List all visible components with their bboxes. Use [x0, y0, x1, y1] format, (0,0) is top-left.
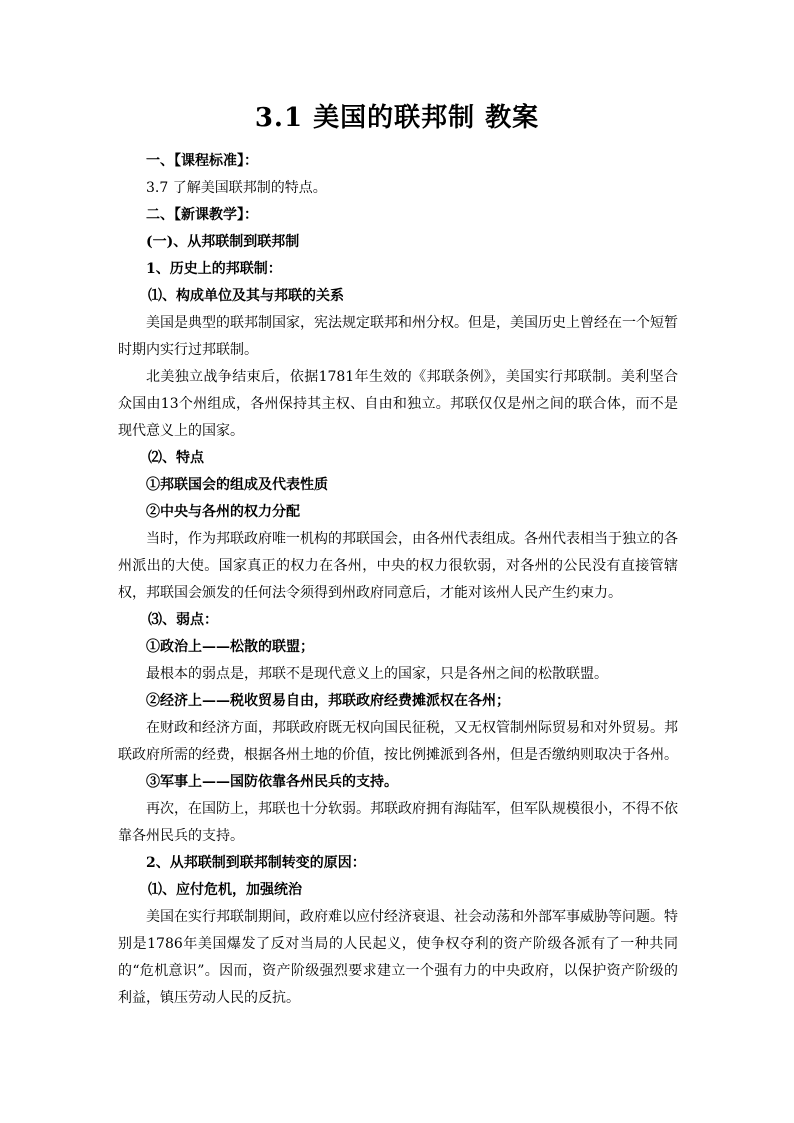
paragraph: 在财政和经济方面，邦联政府既无权向国民征税，又无权管制州际贸易和对外贸易。邦联政府所需的经费，根据各州土地的价值，按比例摊派到各州，但是否缴纳则取决于各州。: [118, 720, 678, 763]
point-heading: ⑴、应付危机，加强统治: [148, 882, 302, 898]
subsection-heading: 1、历史上的邦联制：: [146, 261, 282, 277]
point-heading: ①邦联国会的组成及代表性质: [146, 477, 328, 493]
paragraph: 北美独立战争结束后，依据1781年生效的《邦联条例》，美国实行邦联制。美利坚合众国由13个州组成，各州保持其主权、自由和独立。邦联仅仅是州之间的联合体，而不是现代意义上的国家。: [118, 369, 678, 439]
point-heading: ③军事上——国防依靠各州民兵的支持。: [146, 774, 398, 790]
point-heading: ⑴、构成单位及其与邦联的关系: [148, 288, 344, 304]
point-heading: ①政治上——松散的联盟；: [146, 639, 314, 655]
subsection-heading: 2、从邦联制到联邦制转变的原因：: [146, 855, 366, 871]
subsection-heading: (一)、从邦联制到联邦制: [146, 234, 300, 250]
point-heading: ②中央与各州的权力分配: [146, 504, 300, 520]
section-heading: 二、【新课教学】：: [146, 207, 258, 223]
point-heading: ⑵、特点: [148, 450, 204, 466]
paragraph: 美国在实行邦联制期间，政府难以应付经济衰退、社会动荡和外部军事威胁等问题。特别是1786年美国爆发了反对当局的人民起义，使争权夺利的资产阶级各派有了一种共同的“危机意识”。因而，资产阶级强烈要求建立一个强有力的中央政府，以保护资产阶级的利益，镇压劳动人民的反抗。: [118, 909, 678, 1006]
paragraph: 当时，作为邦联政府唯一机构的邦联国会，由各州代表组成。各州代表相当于独立的各州派出的大使。国家真正的权力在各州，中央的权力很软弱，对各州的公民没有直接管辖权，邦联国会颁发的任何法令须得到州政府同意后，才能对该州人民产生约束力。: [118, 531, 678, 601]
point-heading: ②经济上——税收贸易自由，邦联政府经费摊派权在各州；: [146, 693, 510, 709]
paragraph: 最根本的弱点是，邦联不是现代意义上的国家，只是各州之间的松散联盟。: [146, 666, 608, 682]
document-body: [118, 148, 678, 1012]
paragraph: 美国是典型的联邦制国家，宪法规定联邦和州分权。但是，美国历史上曾经在一个短暂时期内实行过邦联制。: [118, 315, 678, 358]
standard-item: 3.7 了解美国联邦制的特点。: [146, 180, 327, 196]
paragraph: 再次，在国防上，邦联也十分软弱。邦联政府拥有海陆军，但军队规模很小，不得不依靠各州民兵的支持。: [118, 801, 678, 844]
page-title: 3.1 美国的联邦制 教案: [254, 103, 540, 133]
point-heading: ⑶、弱点：: [148, 612, 218, 628]
section-heading: 一、【课程标准】：: [146, 153, 258, 169]
